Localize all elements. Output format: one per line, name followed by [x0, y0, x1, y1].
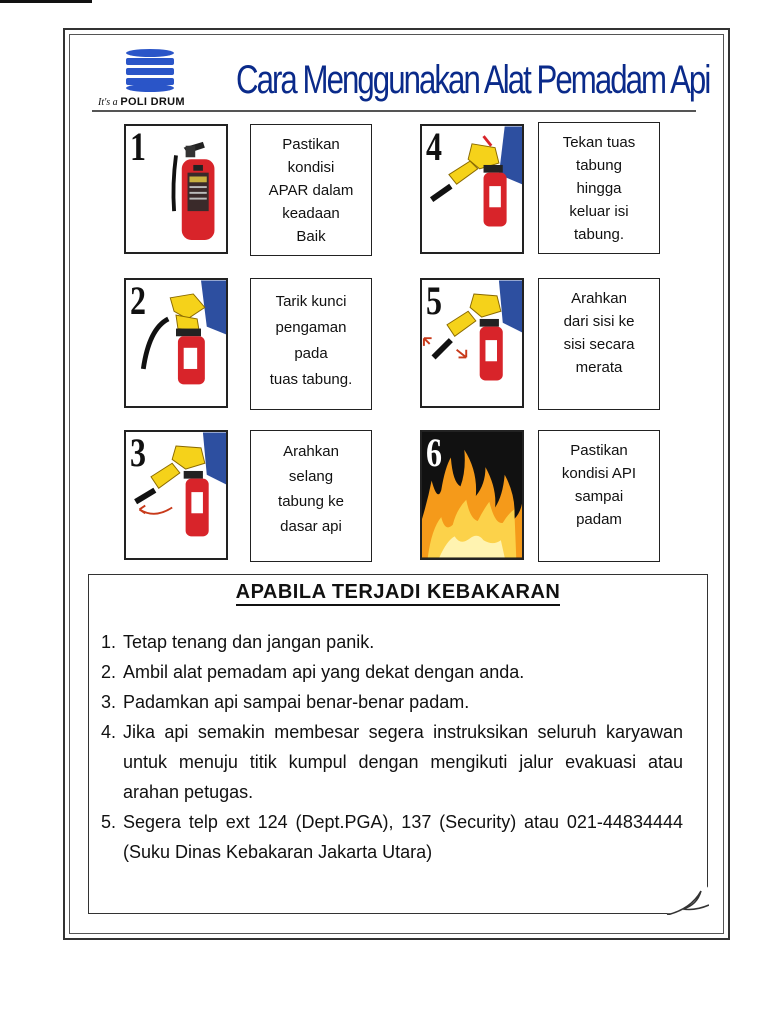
page-title: Cara Menggunakan Alat Pemadam Api	[236, 58, 710, 102]
notice-title	[89, 581, 707, 604]
notice-item-1-number: 1.	[101, 632, 117, 652]
step-4-number: 4	[426, 124, 442, 169]
notice-item-3-number: 3.	[101, 692, 117, 712]
emergency-notice	[88, 574, 708, 914]
step-2-image	[124, 278, 228, 408]
step-6-number: 6	[426, 430, 442, 475]
notice-item-3-text: Padamkan api sampai benar-benar padam.	[123, 692, 470, 712]
notice-item-4-text: Jika api semakin membesar segera instruksikan seluruh karyawan untuk menuju titik kumpul dengan mengikuti jalur evakuasi atau arahan petugas.	[123, 722, 683, 802]
step-1-number: 1	[130, 124, 146, 169]
notice-item-2	[101, 657, 683, 687]
notice-item-5-number: 5.	[101, 812, 117, 832]
step-6-image	[420, 430, 524, 560]
step-3-number: 3	[130, 430, 146, 475]
notice-list	[101, 627, 683, 867]
notice-title-text: APABILA TERJADI KEBAKARAN	[236, 581, 561, 606]
notice-item-2-text: Ambil alat pemadam api yang dekat dengan anda.	[123, 662, 525, 682]
step-5-image	[420, 278, 524, 408]
step-4-instruction	[538, 122, 660, 254]
notice-item-4-number: 4.	[101, 722, 117, 742]
notice-item-1-text: Tetap tenang dan jangan panik.	[123, 632, 375, 652]
step-1-image	[124, 124, 228, 254]
step-5-number: 5	[426, 278, 442, 323]
step-5-instruction	[538, 278, 660, 410]
step-2-number: 2	[130, 278, 146, 323]
notice-item-1	[101, 627, 683, 657]
notice-item-2-number: 2.	[101, 662, 117, 682]
notice-item-5	[101, 807, 683, 867]
notice-item-4	[101, 717, 683, 807]
step-4-text: Tekan tuas tabung hingga keluar isi tabung.	[562, 134, 636, 243]
page-curl-icon	[661, 885, 709, 915]
title-divider	[92, 110, 696, 112]
brand-tagline	[98, 96, 185, 108]
step-6-text: Pastikan kondisi API sampai padam	[561, 442, 637, 528]
step-6-instruction	[538, 430, 660, 562]
step-3-instruction	[250, 430, 372, 562]
notice-item-5-text: Segera telp ext 124 (Dept.PGA), 137 (Security) atau 021-44834444 (Suku Dinas Kebakaran Jakarta Utara)	[123, 812, 683, 862]
step-3-image	[124, 430, 228, 560]
step-3-text: Arahkan selang tabung ke dasar api	[278, 443, 344, 535]
step-2-text: Tarik kunci pengaman pada tuas tabung.	[269, 293, 353, 388]
brand-name: POLI DRUM	[120, 96, 185, 108]
step-5-text: Arahkan dari sisi ke sisi secara merata	[563, 290, 635, 376]
notice-item-3	[101, 687, 683, 717]
step-1-text: Pastikan kondisi APAR dalam keadaan Baik	[268, 136, 354, 245]
step-1-instruction	[250, 124, 372, 256]
step-2-instruction	[250, 278, 372, 410]
scan-corner-mark	[0, 0, 92, 3]
step-4-image	[420, 124, 524, 254]
brand-prefix: It's a	[98, 97, 118, 108]
poli-drum-logo-icon	[125, 47, 175, 93]
